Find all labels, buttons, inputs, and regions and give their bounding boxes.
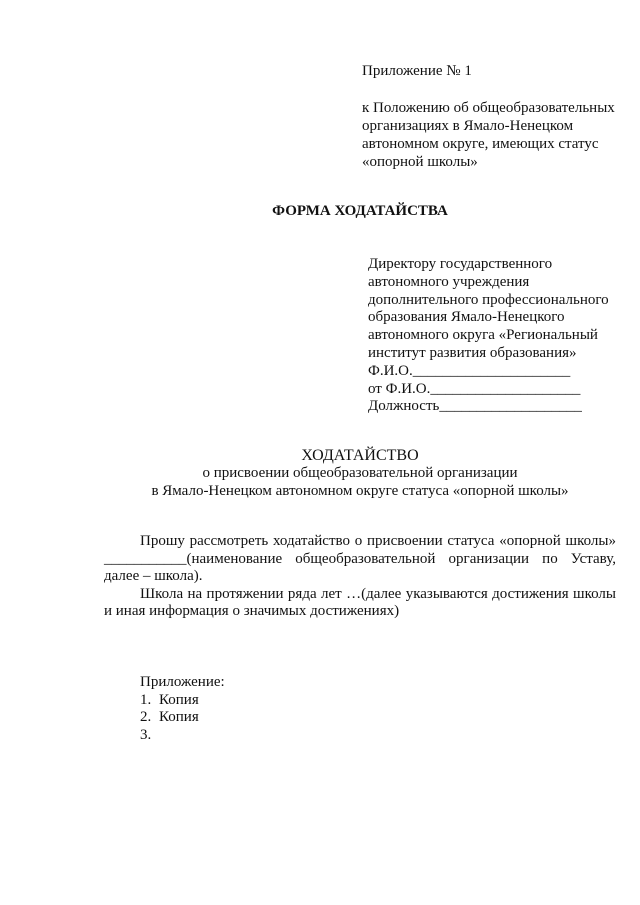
attachment-item (140, 692, 225, 710)
sender-name-field: от Ф.И.О.____________________ (368, 380, 581, 397)
addressee-line: автономного учреждения (368, 273, 530, 290)
attachment-text: Копия (159, 709, 199, 725)
petition-subtitle-line: о присвоении общеобразовательной организации (202, 465, 518, 481)
addressee-block (368, 256, 630, 416)
addressee-name-field: Ф.И.О._____________________ (368, 362, 571, 379)
attachment-number: 3. (140, 726, 152, 743)
petition-body (104, 533, 616, 621)
attachment-number: 2. (140, 709, 152, 725)
attachments-block (140, 674, 225, 744)
addressee-line: дополнительного профессионального (368, 291, 609, 308)
petition-title: ХОДАТАЙСТВО (301, 447, 419, 464)
addressee-line: институт развития образования» (368, 344, 577, 361)
form-title: ФОРМА ХОДАТАЙСТВА (272, 203, 448, 219)
body-paragraph-achievements: Школа на протяжении ряда лет …(далее указываются достижения школы и иная информация о значимых достижениях) (104, 585, 616, 619)
attachment-item (140, 727, 225, 745)
attachment-number: 1. (140, 691, 152, 708)
attachments-heading: Приложение: (140, 674, 225, 690)
attachment-item (140, 709, 225, 727)
attachment-text: Копия (159, 691, 199, 708)
addressee-line: образования Ямало-Ненецкого (368, 309, 565, 326)
addressee-line: автономного округа «Региональный (368, 327, 598, 344)
appendix-reference: к Положению об общеобразовательных организациях в Ямало-Ненецком автономном округе, имеющих статус «опорной школы» (362, 100, 615, 170)
appendix-number: Приложение № 1 (362, 63, 472, 79)
attachments-list (140, 692, 225, 745)
petition-subtitle (0, 465, 640, 500)
position-field: Должность___________________ (368, 398, 582, 415)
petition-subtitle-line: в Ямало-Ненецком автономном округе статуса «опорной школы» (151, 482, 569, 499)
addressee-line: Директору государственного (368, 256, 553, 272)
body-paragraph-request: Прошу рассмотреть ходатайство о присвоении статуса «опорной школы» ___________(наименование общеобразовательной организации по Уставу, далее – школа). (104, 533, 616, 584)
